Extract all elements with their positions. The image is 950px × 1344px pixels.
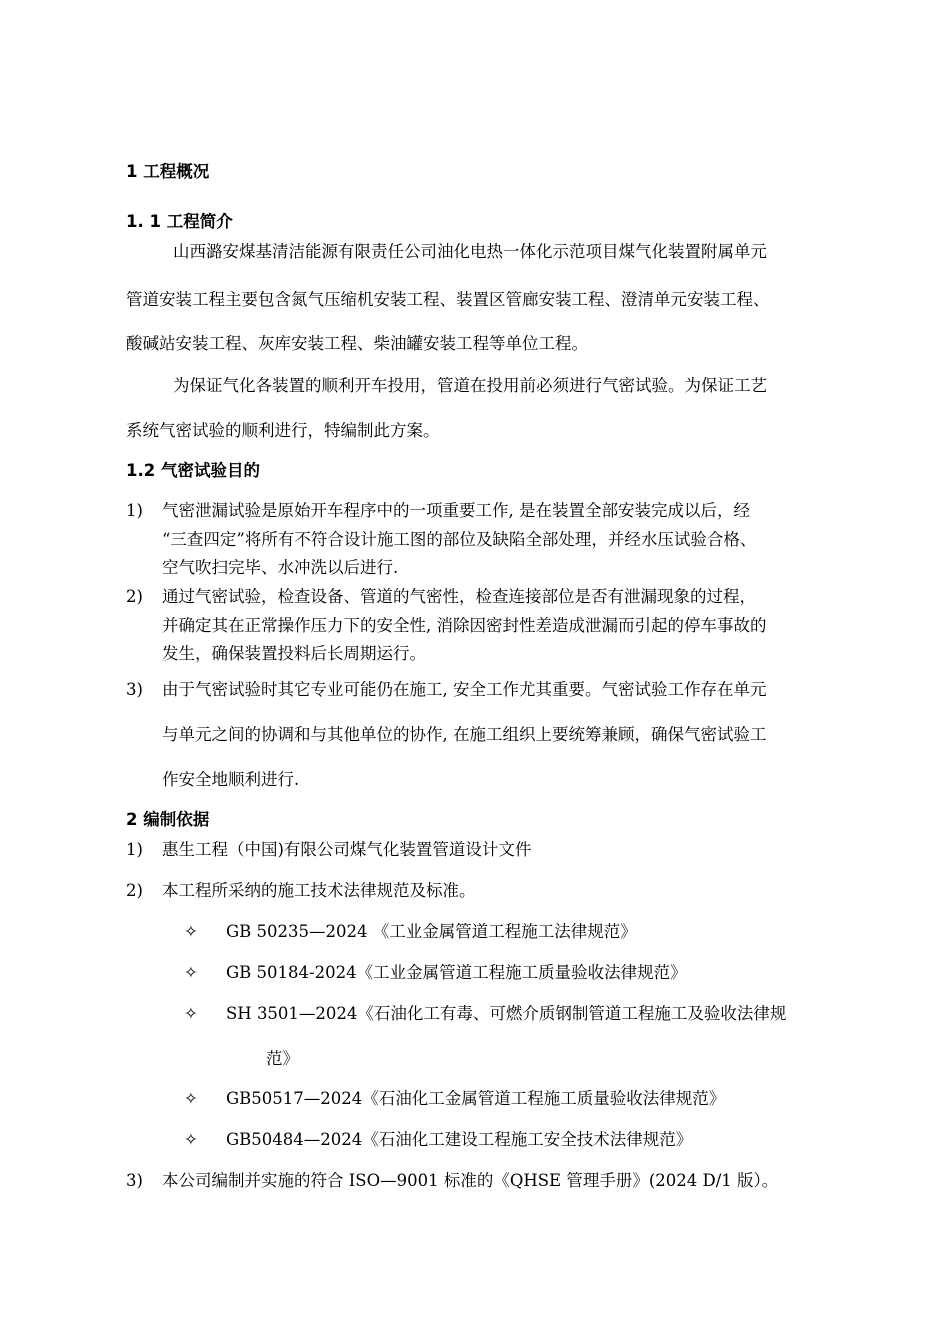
standard-text: SH 3501—2024《石油化工有毒、可燃介质钢制管道工程施工及验收法律规: [226, 1004, 787, 1023]
standard-text: GB 50235—2024 《工业金属管道工程施工法律规范》: [226, 922, 637, 941]
paragraph-line: 管道安装工程主要包含氮气压缩机安装工程、装置区管廊安装工程、澄清单元安装工程、: [126, 290, 770, 309]
section-1-heading: 1 工程概况: [126, 162, 210, 181]
standard-text: GB50484—2024《石油化工建设工程施工安全技术法律规范》: [226, 1130, 693, 1149]
standard-item: [184, 1085, 725, 1109]
standard-text-continuation: 范》: [266, 1049, 299, 1068]
section-2-heading: 2 编制依据: [126, 810, 210, 829]
list-number: 2): [126, 881, 143, 900]
list-line: 空气吹扫完毕、水冲洗以后进行.: [162, 558, 399, 577]
list-number: 2): [126, 587, 143, 606]
section-1-1-heading: 1. 1 工程简介: [126, 212, 233, 231]
diamond-bullet-icon: ✧: [184, 1089, 198, 1108]
list-item: [126, 676, 767, 700]
list-text: 本工程所采纳的施工技术法律规范及标准。: [162, 881, 476, 900]
standard-item: [184, 959, 687, 983]
list-item: [126, 836, 531, 860]
list-number: 1): [126, 501, 143, 520]
list-item: [126, 497, 750, 521]
section-1-2-heading: 1.2 气密试验目的: [126, 461, 260, 480]
diamond-bullet-icon: ✧: [184, 963, 198, 982]
list-text: 惠生工程（中国)有限公司煤气化装置管道设计文件: [162, 840, 532, 859]
paragraph-line: 酸碱站安装工程、灰库安装工程、柴油罐安装工程等单位工程。: [126, 334, 588, 353]
list-line: 由于气密试验时其它专业可能仍在施工, 安全工作尤其重要。气密试验工作存在单元: [162, 680, 767, 699]
standard-text: GB50517—2024《石油化工金属管道工程施工质量验收法律规范》: [226, 1089, 726, 1108]
diamond-bullet-icon: ✧: [184, 1130, 198, 1149]
paragraph-line: 为保证气化各装置的顺利开车投用，管道在投用前必须进行气密试验。为保证工艺: [173, 376, 767, 395]
list-line: “三查四定”将所有不符合设计施工图的部位及缺陷全部处理，并经水压试验合格、: [162, 530, 757, 549]
list-number: 3): [126, 1171, 143, 1190]
diamond-bullet-icon: ✧: [184, 1004, 198, 1023]
paragraph-line: 系统气密试验的顺利进行，特编制此方案。: [126, 421, 440, 440]
list-item: [126, 877, 476, 901]
list-number: 1): [126, 840, 143, 859]
list-line: 作安全地顺利进行.: [162, 770, 300, 789]
standard-item: [184, 918, 637, 942]
list-line: 发生，确保装置投料后长周期运行。: [162, 644, 426, 663]
list-item: [126, 1167, 778, 1191]
standard-item: [184, 1000, 786, 1024]
list-line: 与单元之间的协调和与其他单位的协作, 在施工组织上要统筹兼顾，确保气密试验工: [162, 725, 767, 744]
list-number: 3): [126, 680, 143, 699]
standard-item: [184, 1126, 692, 1150]
list-line: 通过气密试验，检查设备、管道的气密性，检查连接部位是否有泄漏现象的过程，: [162, 587, 756, 606]
standard-text: GB 50184-2024《工业金属管道工程施工质量验收法律规范》: [226, 963, 687, 982]
list-line: 并确定其在正常操作压力下的安全性, 消除因密封性差造成泄漏而引起的停车事故的: [162, 616, 767, 635]
list-text: 本公司编制并实施的符合 ISO—9001 标准的《QHSE 管理手册》(2024 D/1 版）。: [162, 1171, 779, 1190]
diamond-bullet-icon: ✧: [184, 922, 198, 941]
list-line: 气密泄漏试验是原始开车程序中的一项重要工作, 是在装置全部安装完成以后，经: [162, 501, 750, 520]
paragraph-line: 山西潞安煤基清洁能源有限责任公司油化电热一体化示范项目煤气化装置附属单元: [173, 242, 767, 261]
list-item: [126, 583, 756, 607]
